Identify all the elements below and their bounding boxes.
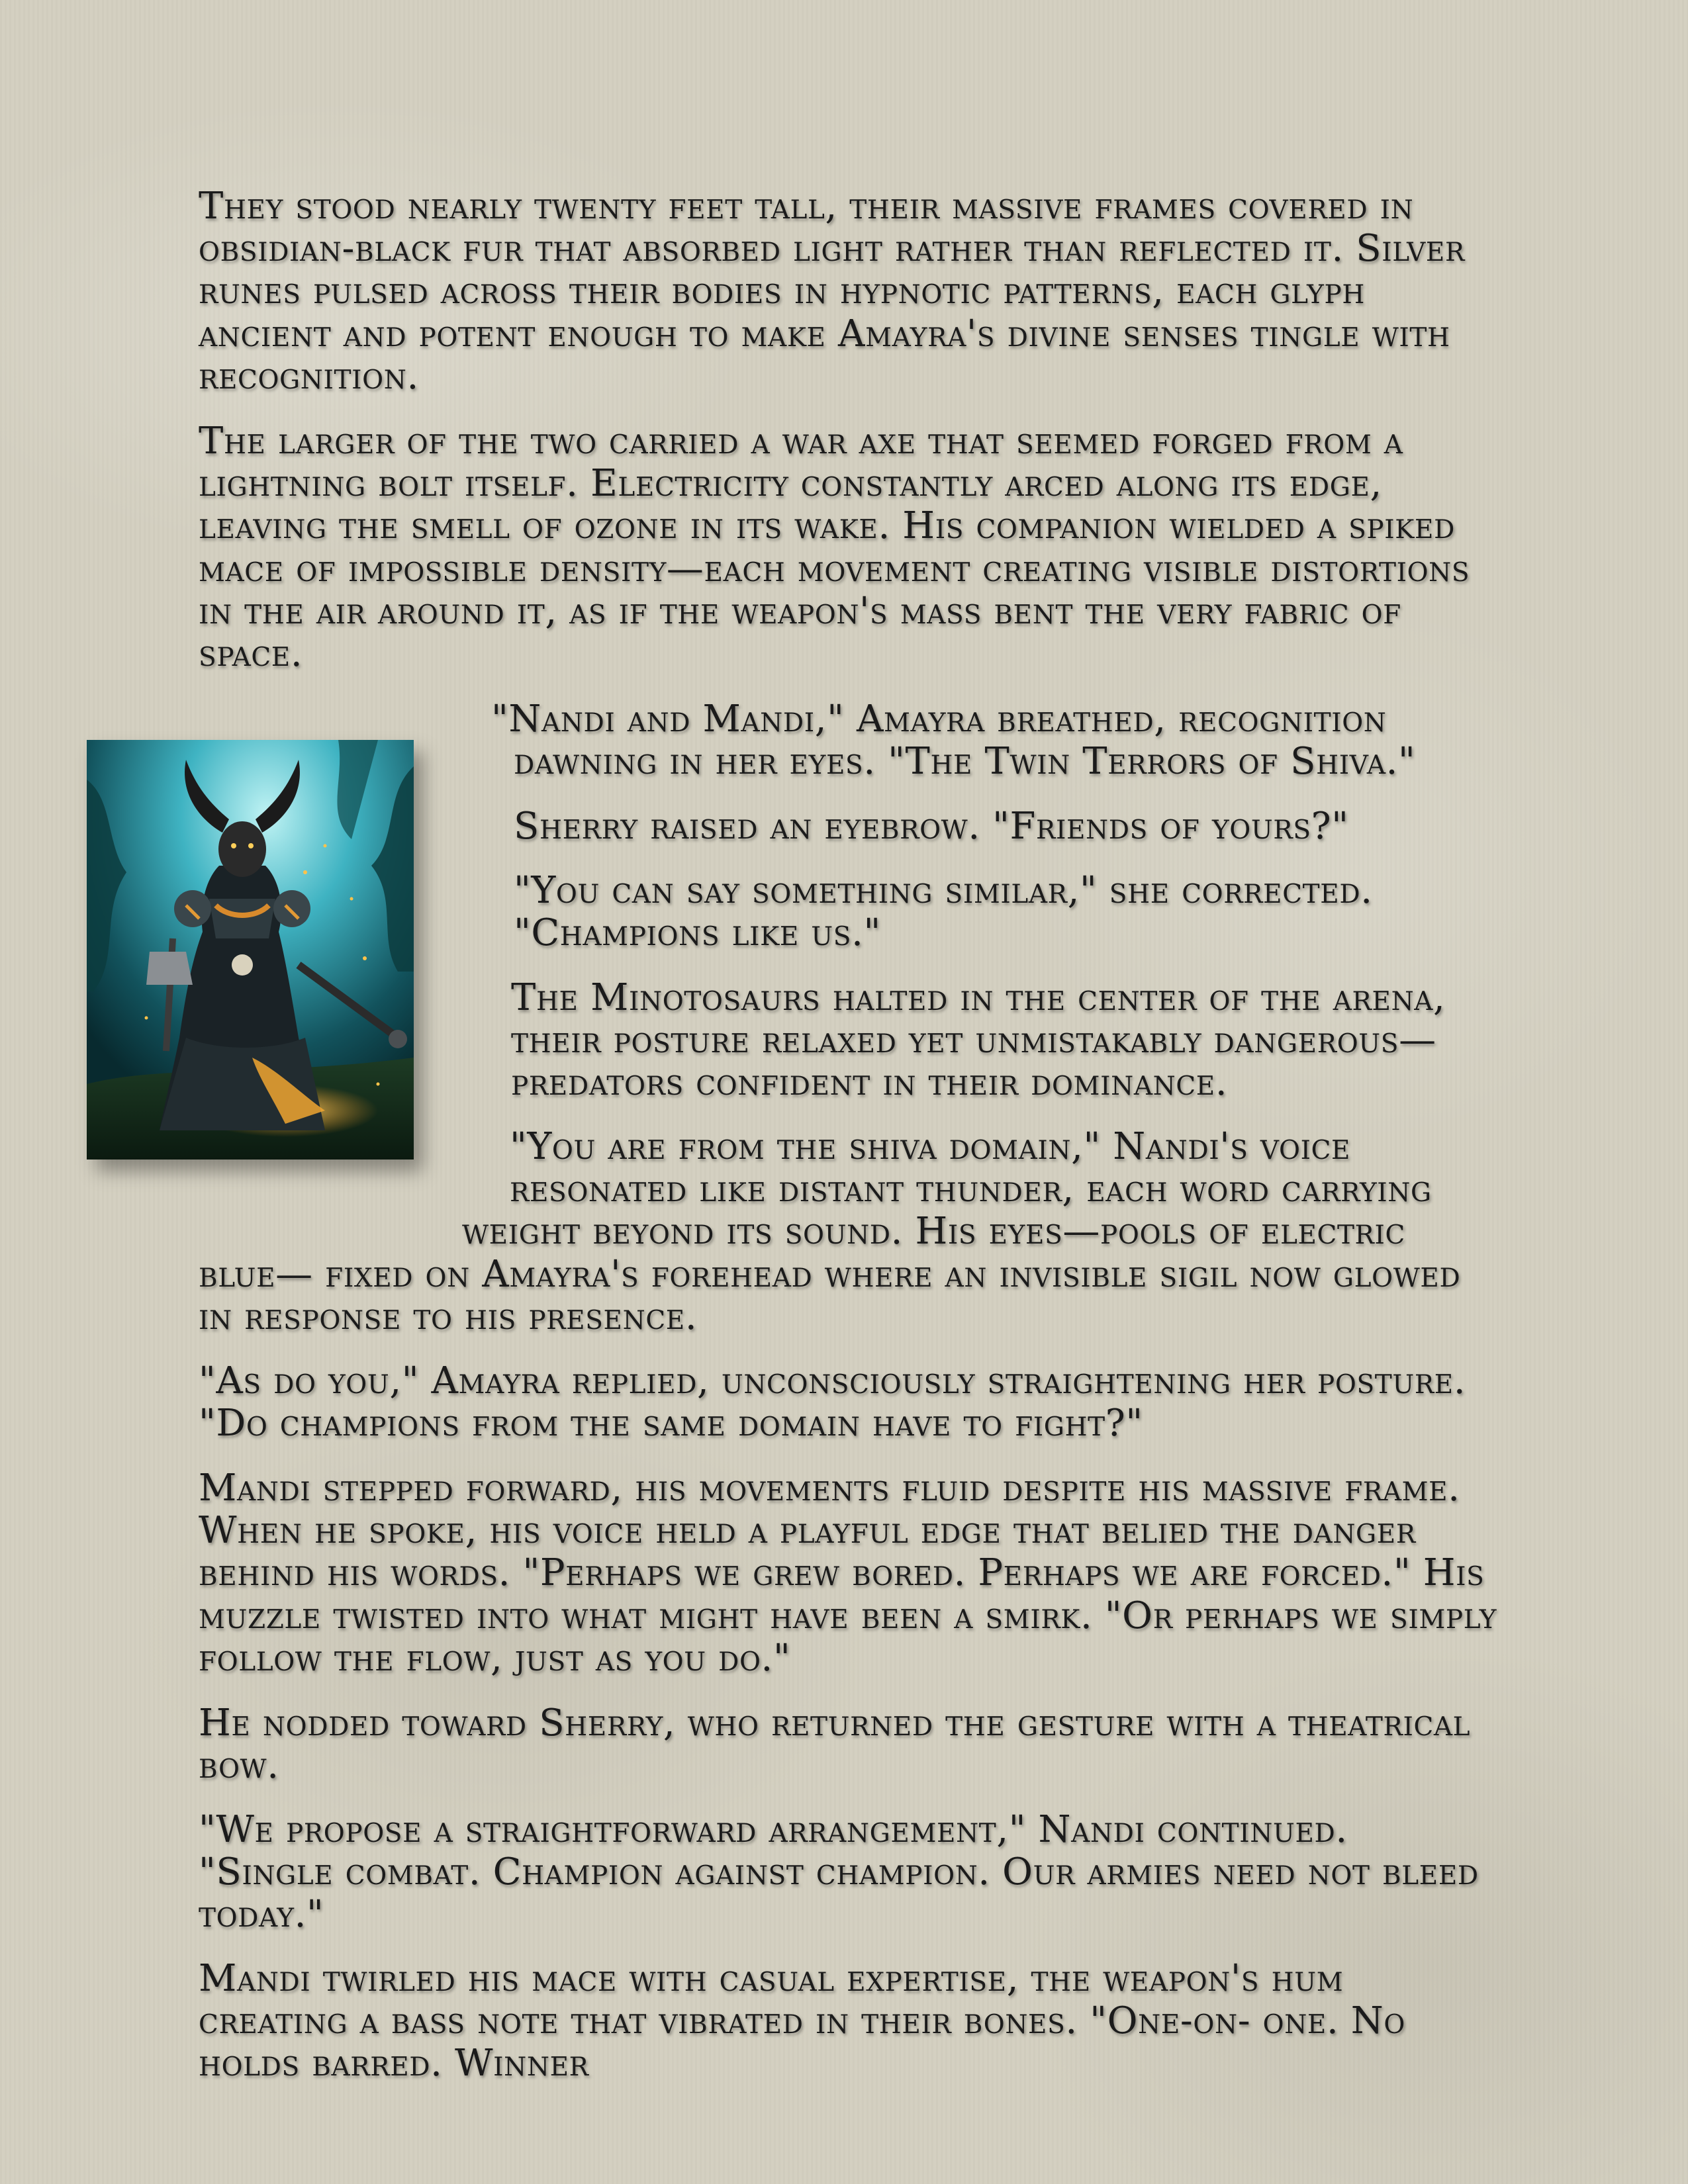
text-line: "You can say something similar," she corrected. <box>514 869 1373 912</box>
paragraph-minotosaurs <box>511 977 1445 1105</box>
text-line: blue— fixed on Amayra's forehead where an invisible sigil now glowed <box>199 1252 1461 1296</box>
paragraph-sherry-eyebrow <box>514 805 1349 848</box>
text-line: weight beyond its sound. His eyes—pools of electric <box>462 1210 1405 1253</box>
text-line: Mandi stepped forward, his movements fluid despite his massive frame. <box>199 1467 1460 1510</box>
text-line: When he spoke, his voice held a playful edge that belied the danger <box>199 1509 1416 1553</box>
text-line: runes pulsed across their bodies in hypnotic patterns, each glyph <box>199 269 1365 313</box>
text-line: resonated like distant thunder, each word carrying <box>510 1167 1432 1211</box>
paragraph-champions <box>514 870 1373 954</box>
text-line: leaving the smell of ozone in its wake. His companion wielded a spiked <box>199 504 1455 548</box>
text-line: ancient and potent enough to make Amayra's divine senses tingle with <box>199 312 1450 355</box>
text-line: He nodded toward Sherry, who returned the gesture with a theatrical <box>199 1702 1471 1745</box>
text-line: "Champions like us." <box>514 911 881 955</box>
paragraph-arrangement <box>199 1809 1479 1936</box>
text-line: mace of impossible density—each movement creating visible distortions <box>199 547 1470 590</box>
text-line: The larger of the two carried a war axe that seemed forged from a <box>199 420 1403 463</box>
text-line: recognition. <box>199 354 419 398</box>
paragraph-weapons <box>199 420 1470 675</box>
paragraph-nodded <box>199 1702 1470 1787</box>
text-line: muzzle twisted into what might have been a smirk. "Or perhaps we simply <box>199 1594 1497 1637</box>
text-line: holds barred. Winner <box>199 2042 589 2085</box>
paragraph-mace-twirl <box>199 1958 1405 2085</box>
paragraph-rune-description <box>199 185 1465 398</box>
text-line: lightning bolt itself. Electricity constantly arced along its edge, <box>199 462 1382 506</box>
text-line: follow the flow, just as you do." <box>199 1636 791 1680</box>
minotaur-warrior-illustration <box>87 740 414 1160</box>
text-line: space. <box>199 632 303 676</box>
text-line: bow. <box>199 1744 279 1788</box>
text-line: "Single combat. Champion against champion. Our armies need not bleed <box>199 1850 1479 1894</box>
text-line: predators confident in their dominance. <box>511 1061 1228 1105</box>
text-line: today." <box>199 1893 324 1936</box>
text-line: "Do champions from the same domain have to fight?" <box>199 1402 1143 1445</box>
text-line: dawning in her eyes. "The Twin Terrors of Shiva." <box>514 740 1416 784</box>
text-line: "We propose a straightforward arrangement," Nandi continued. <box>199 1808 1348 1851</box>
text-line: "As do you," Amayra replied, unconsciously straightening her posture. <box>199 1359 1466 1402</box>
text-line: behind his words. "Perhaps we grew bored. Perhaps we are forced." His <box>199 1551 1485 1595</box>
text-line: Mandi twirled his mace with casual expertise, the weapon's hum <box>199 1957 1344 2000</box>
text-line: "Nandi and Mandi," Amayra breathed, recognition <box>491 698 1387 741</box>
paragraph-as-do-you <box>199 1360 1466 1445</box>
text-line: They stood nearly twenty feet tall, their massive frames covered in <box>199 185 1414 228</box>
paragraph-nandi-mandi <box>491 698 1415 783</box>
text-line: in the air around it, as if the weapon's mass bent the very fabric of <box>199 589 1401 633</box>
text-line: their posture relaxed yet unmistakably dangerous— <box>511 1019 1436 1062</box>
text-line: The Minotosaurs halted in the center of the arena, <box>511 976 1446 1019</box>
text-line: Sherry raised an eyebrow. "Friends of yours?" <box>514 805 1349 848</box>
text-line: obsidian-black fur that absorbed light rather than reflected it. Silver <box>199 227 1465 271</box>
text-line: "You are from the shiva domain," Nandi's voice <box>510 1125 1351 1168</box>
paragraph-shiva-domain <box>199 1126 1460 1338</box>
text-line: in response to his presence. <box>199 1295 698 1338</box>
text-line: creating a bass note that vibrated in their bones. "One-on- one. No <box>199 1999 1405 2043</box>
paragraph-mandi-stepped <box>199 1467 1497 1680</box>
